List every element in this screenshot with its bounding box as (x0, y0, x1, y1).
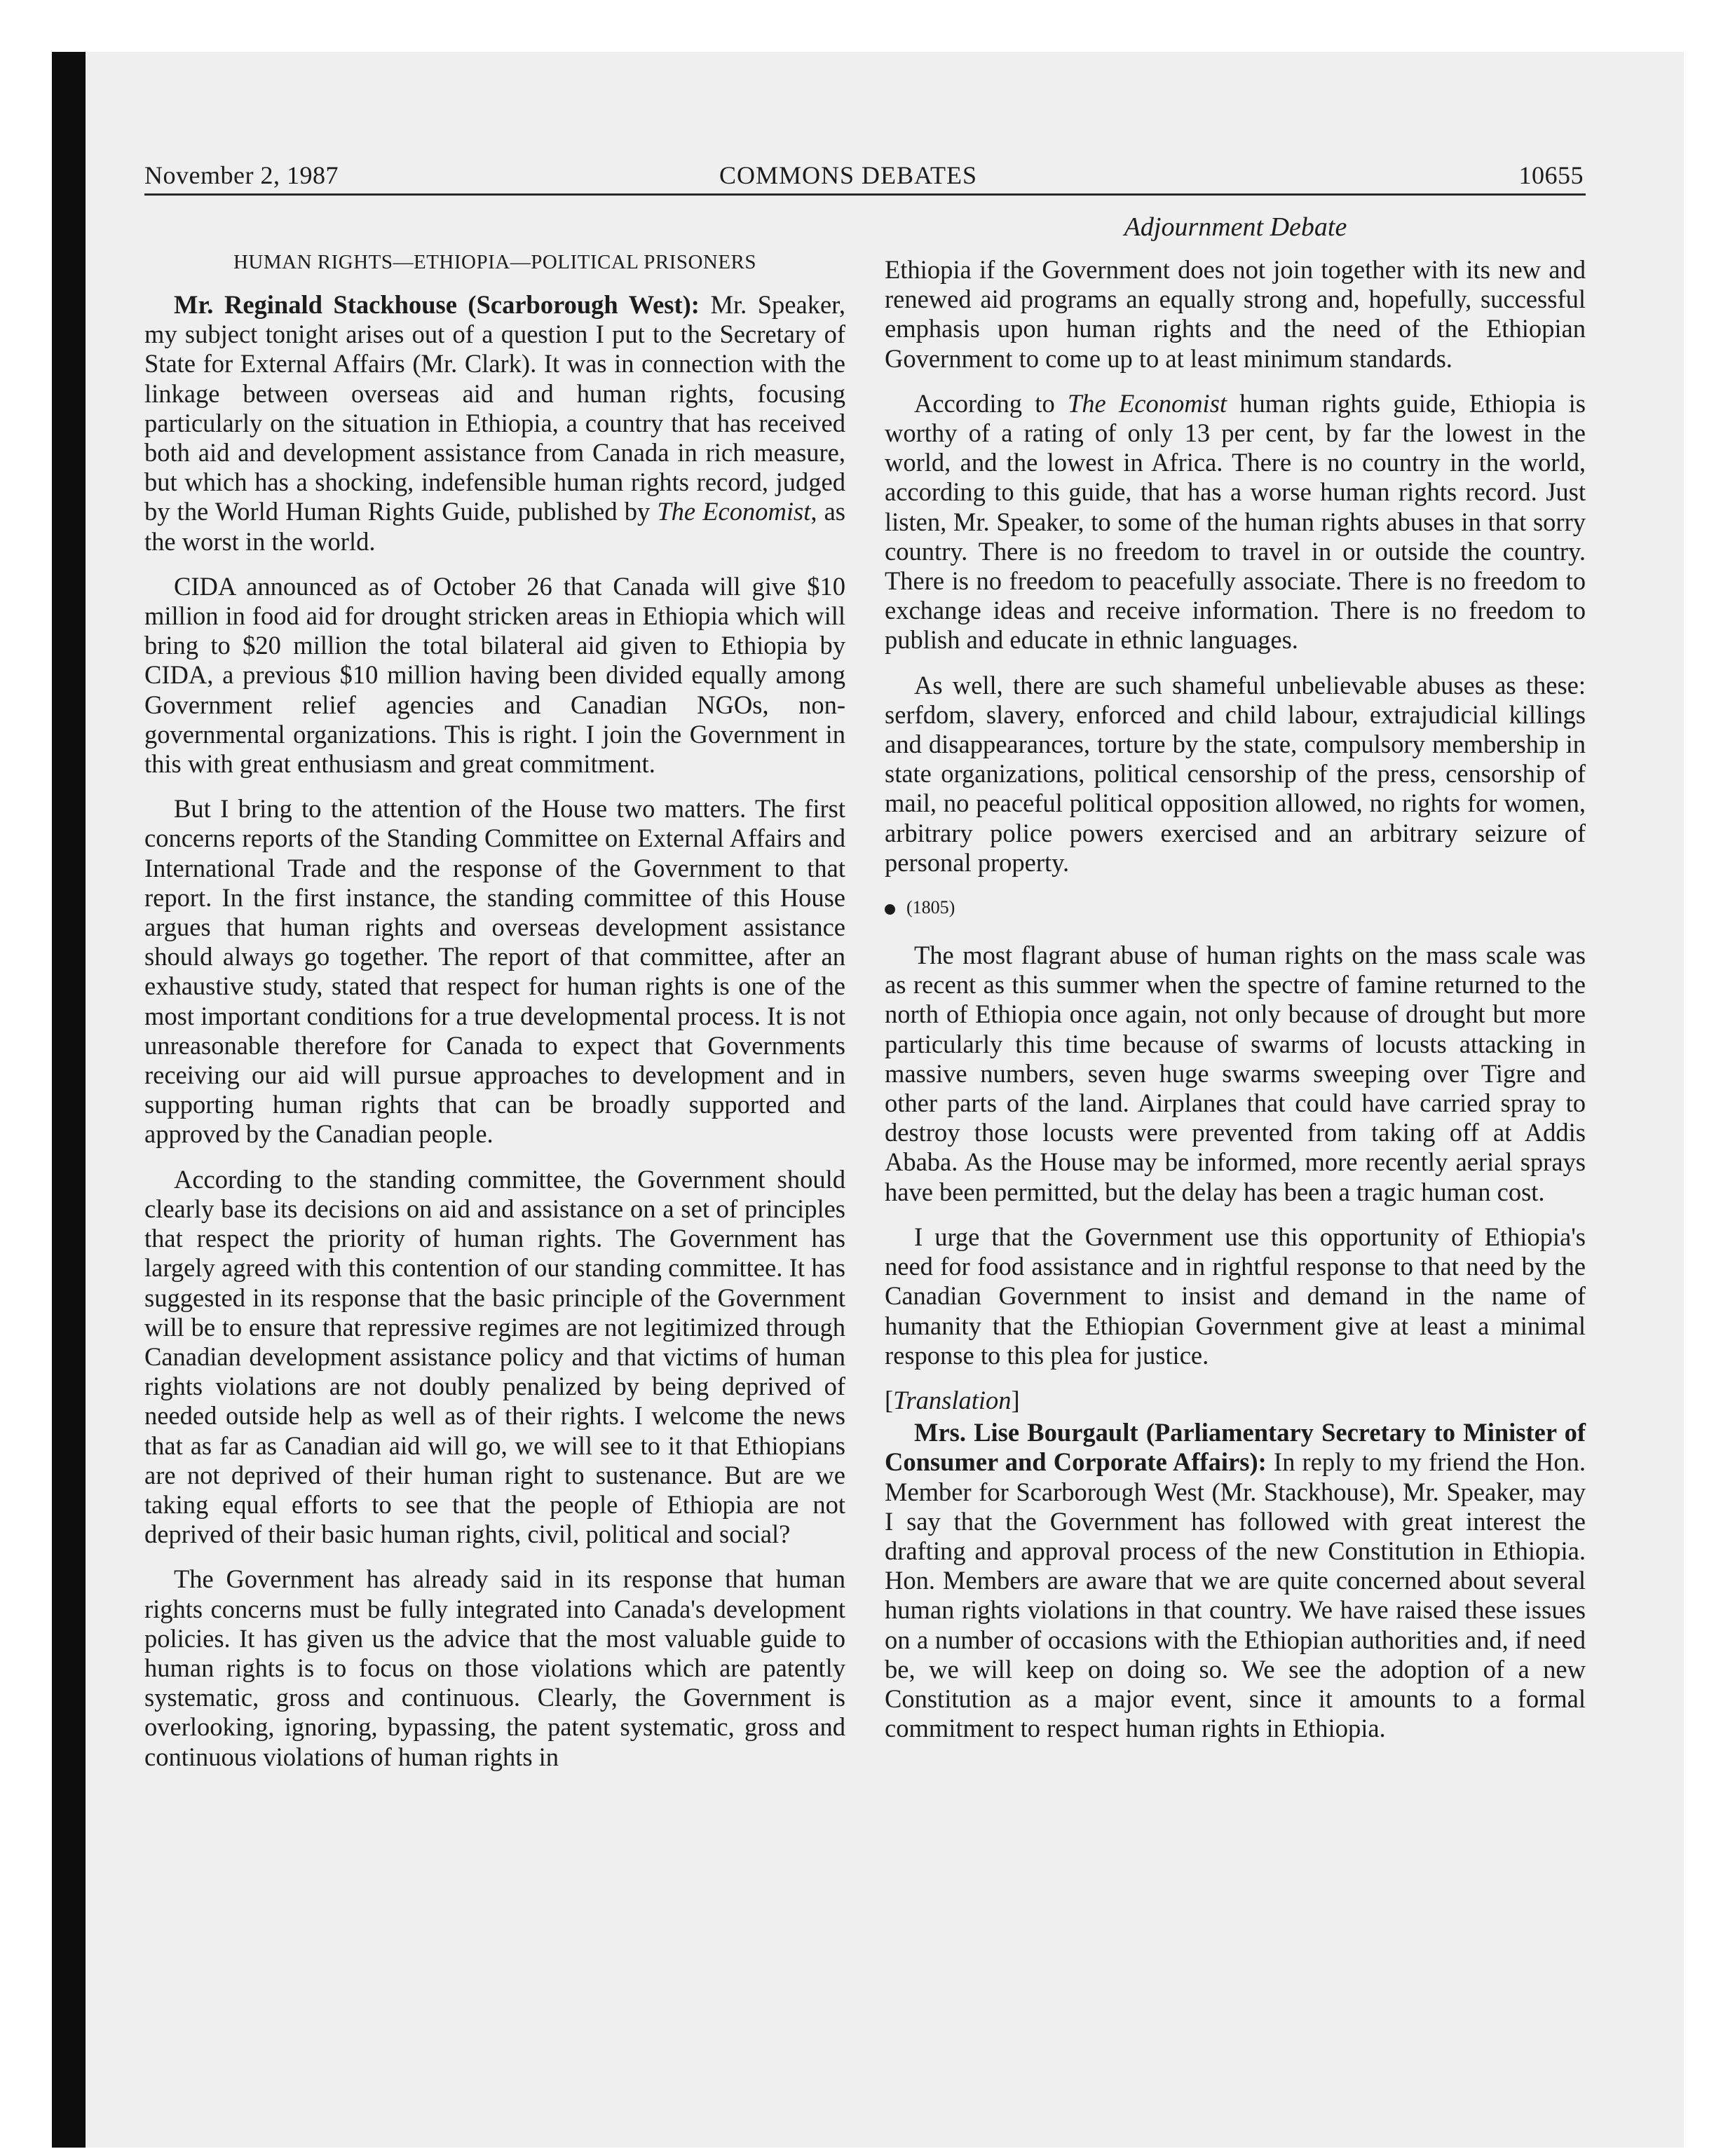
speaker-name: Mr. Reginald Stackhouse (Scarborough West): (174, 290, 700, 319)
header-rule (144, 193, 1586, 196)
paragraph: The most flagrant abuse of human rights on the mass scale was as recent as this summer when the spectre of famine returned to the north of Ethiopia once again, not only because of drought but more particularly this time because of swarms of locusts attacking in massive numbers, seven huge swarms sweeping over Tigre and other parts of the land. Airplanes that could have carried spray to destroy those locusts were prevented from taking off at Addis Ababa. As the House may be informed, more recently aerial sprays have been permitted, but the delay has been a tragic human cost. (885, 941, 1586, 1206)
page-number: 10655 (1518, 161, 1584, 189)
translation-label-text: Translation (893, 1385, 1012, 1414)
paragraph-text: According to (914, 388, 1068, 418)
paragraph: CIDA announced as of October 26 that Canada will give $10 million in food aid for drought stricken areas in Ethiopia which will bring to $20 million the total bilateral aid given to Ethiopia by CIDA, a previous $10 million having been divided equally among Government relief agencies and Canadian NGOs, non-governmental organizations. This is right. I join the Government in this with great enthusiasm and great commitment. (144, 571, 845, 779)
section-heading: HUMAN RIGHTS—ETHIOPIA—POLITICAL PRISONERS (233, 251, 757, 273)
publication-title: The Economist (657, 497, 811, 526)
left-column (144, 248, 845, 1787)
paragraph: But I bring to the attention of the House two matters. The first concerns reports of the Standing Committee on External Affairs and International Trade and the response of the Government to that report. In the first instance, the standing committee of this House argues that human rights and overseas development assistance should always go together. The report of that committee, after an exhaustive study, stated that respect for human rights is one of the most important conditions for a true developmental process. It is not unreasonable therefore for Canada to expect that Governments receiving our aid will pursue approaches to development and in supporting human rights that can be broadly supported and approved by the Canadian people. (144, 794, 845, 1149)
right-column (885, 255, 1586, 1759)
paragraph: According to the standing committee, the Government should clearly base its decisions on aid and assistance on a set of principles that respect the priority of human rights. The Government has largely agreed with this contention of our standing committee. It has suggested in its response that the basic principle of the Government will be to ensure that repressive regimes are not legitimized through Canadian development assistance policy and that victims of human rights violations are not doubly penalized by being deprived of needed outside help as well as of their rights. I welcome the news that as far as Canadian aid will go, we will see to it that Ethiopians are not deprived of their human right to sustenance. But are we taking equal efforts to see that the people of Ethiopia are not deprived of their basic human rights, civil, political and social? (144, 1164, 845, 1549)
header-date: November 2, 1987 (144, 161, 339, 189)
paragraph (885, 389, 1586, 655)
paragraph (885, 1418, 1586, 1743)
time-marker-text: (1805) (906, 897, 955, 918)
speaker-name: Mrs. Lise Bourgault (Parliamentary Secretary to Minister of Consumer and Corporate Affairs): (885, 1418, 1586, 1477)
paragraph: Ethiopia if the Government does not join together with its new and renewed aid programs an equally strong and, hopefully, successful emphasis upon human rights and the need of the Ethiopian Government to come up to at least minimum standards. (885, 255, 1586, 373)
paragraph-text: , as the worst in the world. (144, 497, 846, 556)
paragraph (144, 290, 845, 557)
paragraph: As well, there are such shameful unbelievable abuses as these: serfdom, slavery, enforced and child labour, extrajudicial killings and disappearances, torture by the state, compulsory membership in state organizations, political censorship of the press, censorship of mail, no peaceful political opposition allowed, no rights for women, arbitrary police powers exercised and an arbitrary seizure of personal property. (885, 670, 1586, 877)
time-marker (885, 893, 1586, 922)
scan-border (52, 52, 86, 2148)
paragraph-text: human rights guide, Ethiopia is worthy of a rating of only 13 per cent, by far the lowest in the world, and the lowest in Africa. There is no country in the world, according to this guide, that has a worse human rights record. Just listen, Mr. Speaker, to some of the human rights abuses in that sorry country. There is no freedom to travel in or outside the country. There is no freedom to peacefully associate. There is no freedom to exchange ideas and receive information. There is no freedom to publish and educate in ethnic languages. (885, 388, 1586, 655)
running-head: Adjournment Debate (1124, 212, 1347, 242)
paragraph-text: Mr. Speaker, my subject tonight arises out of a question I put to the Secretary of State for External Affairs (Mr. Clark). It was in connection with the linkage between overseas aid and human rights, focusing particularly on the situation in Ethiopia, a country that has received both aid and development assistance from Canada in rich measure, but which has a shocking, indefensible human rights record, judged by the World Human Rights Guide, published by (144, 290, 845, 526)
paragraph-text: In reply to my friend the Hon. Member for Scarborough West (Mr. Stackhouse), Mr. Speaker, may I say that the Government has followed with great interest the drafting and approval process of the new Constitution in Ethiopia. Hon. Members are aware that we are quite concerned about several human rights violations in that country. We have raised these issues on a number of occasions with the Ethiopian authorities and, if need be, we will keep on doing so. We see the adoption of a new Constitution as a major event, since it amounts to a formal commitment to respect human rights in Ethiopia. (885, 1447, 1586, 1743)
translation-label: [Translation] (885, 1385, 1020, 1414)
paragraph: The Government has already said in its response that human rights concerns must be fully integrated into Canada's development policies. It has given us the advice that the most valuable guide to human rights is to focus on those violations which are patently systematic, gross and continuous. Clearly, the Government is overlooking, ignoring, bypassing, the patent systematic, gross and continuous violations of human rights in (144, 1564, 845, 1771)
publication-title: The Economist (1067, 388, 1227, 418)
bullet-icon (885, 904, 895, 915)
paragraph: I urge that the Government use this opportunity of Ethiopia's need for food assistance and in rightful response to that need by the Canadian Government to insist and demand in the name of humanity that the Ethiopian Government give at least a minimal response to this plea for justice. (885, 1222, 1586, 1370)
header-title: COMMONS DEBATES (719, 161, 978, 189)
